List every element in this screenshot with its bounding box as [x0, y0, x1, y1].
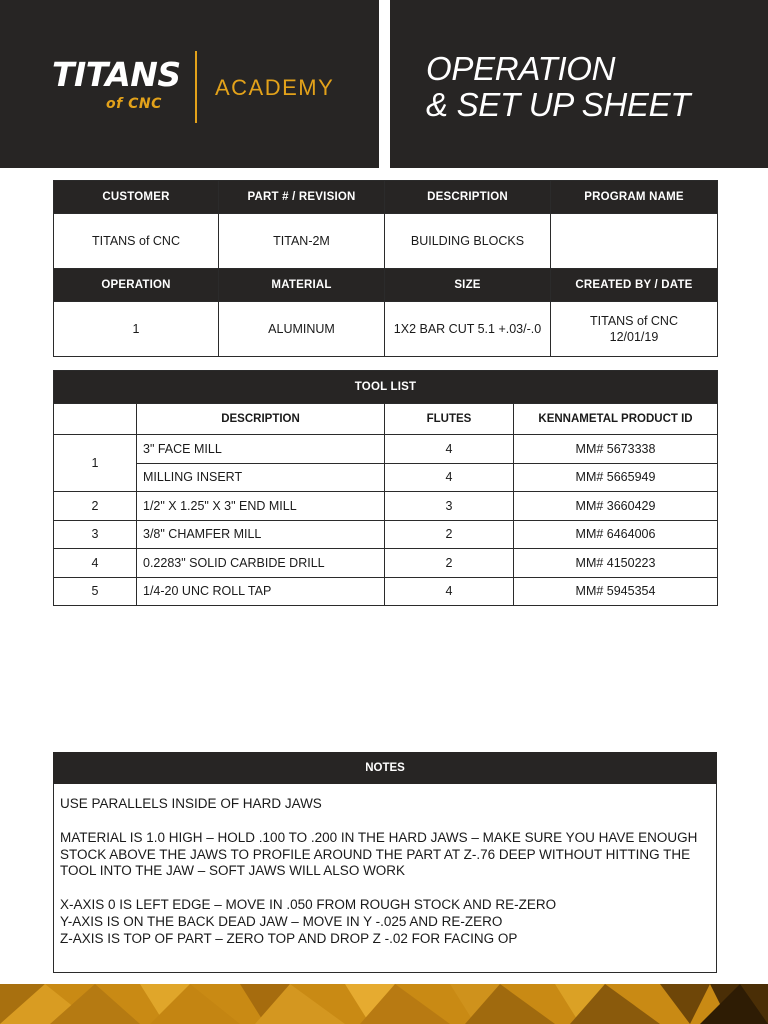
table-row: [54, 520, 718, 549]
tool-flutes: 4: [385, 463, 514, 492]
part-revision-value: TITAN-2M: [219, 214, 385, 269]
header-size: SIZE: [385, 269, 551, 302]
tool-product-id: MM# 6464006: [514, 520, 718, 549]
table-row: [54, 549, 718, 578]
tool-product-id: MM# 4150223: [514, 549, 718, 578]
tool-column-description: DESCRIPTION: [137, 404, 385, 435]
tool-product-id: MM# 3660429: [514, 492, 718, 521]
header-description: DESCRIPTION: [385, 181, 551, 214]
tool-column-flutes: FLUTES: [385, 404, 514, 435]
tool-list-title: TOOL LIST: [54, 371, 718, 404]
tool-product-id: MM# 5665949: [514, 463, 718, 492]
tool-description: 3/8" CHAMFER MILL: [137, 520, 385, 549]
tool-description: MILLING INSERT: [137, 463, 385, 492]
material-value: ALUMINUM: [219, 302, 385, 357]
tool-column-number: [54, 404, 137, 435]
header-title-panel: [390, 0, 768, 168]
tool-list-table: [53, 370, 718, 606]
table-row: [54, 435, 718, 464]
logo-academy-text: ACADEMY: [215, 75, 335, 100]
operation-value: 1: [54, 302, 219, 357]
job-info-table: [53, 180, 718, 357]
header-material: MATERIAL: [219, 269, 385, 302]
tool-description: 1/4-20 UNC ROLL TAP: [137, 577, 385, 606]
tool-description: 3" FACE MILL: [137, 435, 385, 464]
page-title-line2: & SET UP SHEET: [426, 86, 691, 123]
tool-flutes: 4: [385, 577, 514, 606]
size-value: 1X2 BAR CUT 5.1 +.03/-.0: [385, 302, 551, 357]
logo-titans-text: TITANS: [52, 55, 181, 94]
tool-flutes: 3: [385, 492, 514, 521]
note-line: Y-AXIS IS ON THE BACK DEAD JAW – MOVE IN Y -.025 AND RE-ZERO: [60, 913, 503, 929]
logo-divider: [195, 51, 197, 123]
header-customer: CUSTOMER: [54, 181, 219, 214]
header-created-by-date: CREATED BY / DATE: [551, 269, 718, 302]
note-line: Z-AXIS IS TOP OF PART – ZERO TOP AND DROP Z -.02 FOR FACING OP: [60, 930, 518, 946]
page-title-line1: OPERATION: [426, 50, 616, 87]
program-name-value: [551, 214, 718, 269]
tool-number: 4: [54, 549, 137, 578]
tool-number: 2: [54, 492, 137, 521]
notes-body: [53, 784, 717, 973]
tool-description: 1/2" X 1.25" X 3" END MILL: [137, 492, 385, 521]
footer-decorative-band: [0, 984, 768, 1024]
table-row: [54, 492, 718, 521]
customer-value: TITANS of CNC: [54, 214, 219, 269]
header-part-revision: PART # / REVISION: [219, 181, 385, 214]
note-line: USE PARALLELS INSIDE OF HARD JAWS: [60, 796, 322, 811]
tool-column-product-id: KENNAMETAL PRODUCT ID: [514, 404, 718, 435]
created-date-value: 12/01/19: [609, 330, 659, 344]
tool-number: 3: [54, 520, 137, 549]
description-value: BUILDING BLOCKS: [385, 214, 551, 269]
created-by-date-value: [551, 302, 718, 357]
tool-product-id: MM# 5945354: [514, 577, 718, 606]
header-program-name: PROGRAM NAME: [551, 181, 718, 214]
note-line: X-AXIS 0 IS LEFT EDGE – MOVE IN .050 FROM ROUGH STOCK AND RE-ZERO: [60, 897, 557, 913]
header-operation: OPERATION: [54, 269, 219, 302]
tool-number: 1: [54, 435, 137, 492]
table-row: [54, 463, 718, 492]
tool-description: 0.2283" SOLID CARBIDE DRILL: [137, 549, 385, 578]
tool-product-id: MM# 5673338: [514, 435, 718, 464]
table-row: [54, 577, 718, 606]
tool-flutes: 4: [385, 435, 514, 464]
logo-of-cnc-text: of CNC: [106, 96, 162, 112]
notes-title: NOTES: [53, 752, 717, 784]
tool-flutes: 2: [385, 549, 514, 578]
tool-flutes: 2: [385, 520, 514, 549]
footer-triangle-pattern: [0, 984, 768, 1024]
tool-number: 5: [54, 577, 137, 606]
created-by-value: TITANS of CNC: [590, 313, 678, 328]
note-line: MATERIAL IS 1.0 HIGH – HOLD .100 TO .200 IN THE HARD JAWS – MAKE SURE YOU HAVE ENOUGH STOCK ABOVE THE JAWS TO PROFILE AROUND THE PART AT Z-.76 DEEP WITHOUT HITTING THE TOOL INTO THE JAW – SOFT JAWS WILL ALSO WORK: [60, 829, 698, 879]
header-logo-panel: [0, 0, 379, 168]
